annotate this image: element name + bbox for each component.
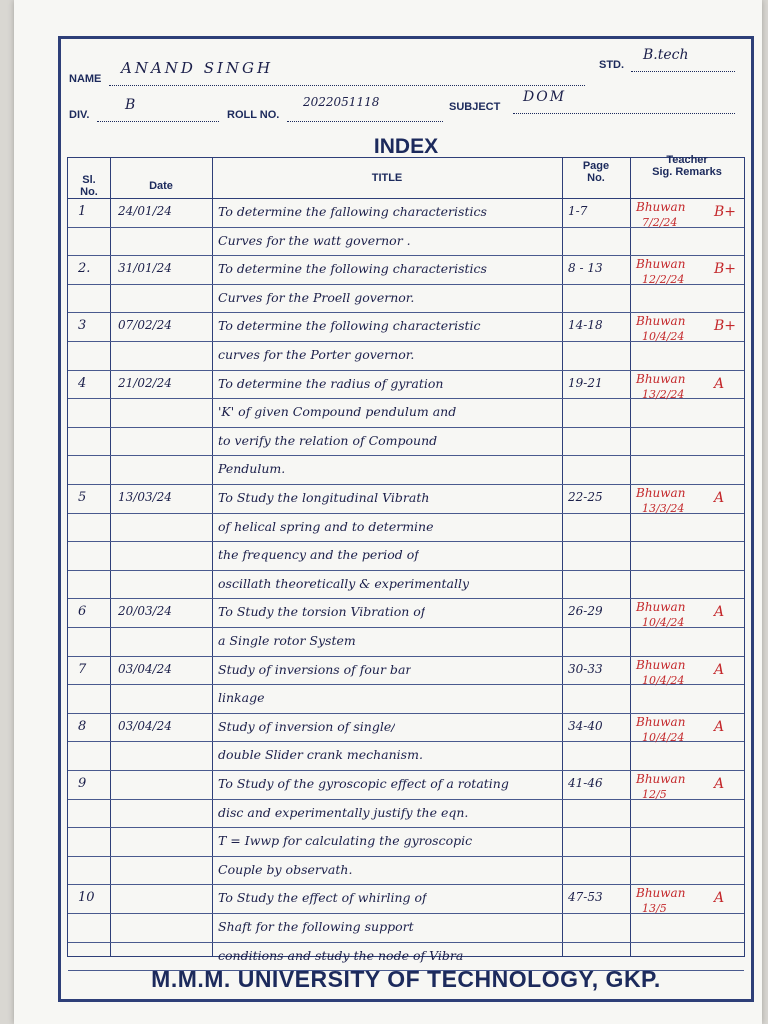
entry-title-line: Couple by observath. [218, 861, 353, 877]
serial-number: 6 [78, 604, 87, 620]
entry-title-line: double Slider crank mechanism. [218, 747, 423, 763]
serial-number: 9 [78, 776, 87, 791]
entry-date: 21/02/24 [118, 375, 172, 390]
entry-date: 03/04/24 [118, 661, 172, 676]
sl-header-line2: No. [80, 186, 98, 198]
entry-title-line: To determine the radius of gyration [218, 375, 444, 391]
entry-title-line: To Study the effect of whirling of [218, 890, 427, 906]
page-header-line1: Page [582, 160, 610, 172]
entry-title-line: 'K' of given Compound pendulum and [218, 404, 457, 420]
signature-date: 12/5 [642, 788, 667, 801]
teacher-signature: Bhuwan [636, 257, 686, 272]
entry-date: 07/02/24 [118, 318, 172, 333]
entry-date: 13/03/24 [118, 490, 172, 504]
grade-remark: B+ [714, 261, 737, 278]
entry-title-line: of helical spring and to determine [218, 518, 434, 534]
table-rule [68, 884, 744, 885]
table-rule [68, 370, 744, 371]
entry-title-line: Shaft for the following support [218, 919, 414, 934]
entry-date: 31/01/24 [118, 261, 172, 276]
teacher-signature: Bhuwan [636, 486, 686, 500]
page-range: 8 - 13 [568, 261, 603, 276]
signature-date: 10/4/24 [642, 616, 685, 630]
entry-title-line: to verify the relation of Compound [218, 432, 438, 448]
teacher-signature: Bhuwan [636, 314, 686, 329]
col-divider [110, 158, 111, 956]
entry-title-line: To Study the longitudinal Vibrath [218, 490, 430, 505]
table-rule [68, 942, 744, 943]
roll-label: ROLL NO. [227, 109, 280, 121]
teacher-signature: Bhuwan [636, 200, 686, 214]
roll-value: 2022051118 [303, 95, 380, 109]
table-rule [68, 541, 744, 542]
entry-date: 03/04/24 [118, 718, 172, 733]
sl-header [68, 174, 110, 198]
page-range: 22-25 [568, 490, 603, 504]
signature-date: 7/2/24 [642, 216, 678, 229]
entry-title-line: T = Iwwp for calculating the gyroscopic [218, 833, 473, 849]
name-value: ANAND SINGH [121, 59, 274, 77]
entry-title-line: Study of inversion of single/ [218, 718, 396, 734]
grade-remark: B+ [714, 318, 737, 335]
signature-date: 10/4/24 [642, 330, 685, 344]
entry-title-line: Study of inversions of four bar [218, 661, 412, 677]
teacher-header-line1: Teacher [666, 154, 708, 166]
page-range: 34-40 [568, 718, 603, 733]
entry-title-line: To Study the torsion Vibration of [218, 604, 426, 620]
teacher-signature: Bhuwan [636, 657, 686, 672]
table-rule [68, 598, 744, 599]
grade-remark: A [714, 375, 725, 392]
table-rule [68, 570, 744, 571]
name-label: NAME [69, 73, 102, 85]
grade-remark: A [714, 661, 725, 678]
entry-title-line: disc and experimentally justify the eqn. [218, 804, 469, 820]
signature-date: 13/2/24 [642, 387, 685, 401]
signature-date: 13/5 [642, 902, 667, 916]
page-frame [58, 36, 754, 1002]
entry-title-line: To determine the following characteristic [218, 318, 481, 334]
page-range: 14-18 [568, 318, 603, 333]
entry-date: 20/03/24 [118, 604, 172, 619]
std-value: B.tech [643, 47, 689, 63]
div-dots [97, 111, 219, 122]
entry-title-line: conditions and study the node of Vibra [218, 947, 464, 963]
entry-title-line: Curves for the Proell governor. [218, 289, 415, 305]
table-rule [68, 455, 744, 456]
table-rule [68, 656, 744, 657]
table-rule [68, 427, 744, 428]
table-rule [68, 770, 744, 771]
title-header: TITLE [371, 172, 403, 184]
serial-number: 1 [78, 204, 87, 219]
col-divider [630, 158, 631, 956]
div-value: B [125, 97, 136, 113]
serial-number: 4 [78, 375, 87, 391]
page-range: 47-53 [568, 890, 603, 905]
teacher-signature: Bhuwan [636, 600, 686, 615]
page-range: 19-21 [568, 375, 603, 390]
serial-number: 5 [78, 490, 87, 505]
teacher-signature: Bhuwan [636, 886, 686, 901]
teacher-signature: Bhuwan [636, 772, 686, 786]
page-header [562, 160, 630, 184]
entry-title-line: a Single rotor System [218, 633, 356, 648]
grade-remark: A [714, 604, 725, 621]
teacher-signature: Bhuwan [636, 714, 686, 729]
table-rule [68, 856, 744, 857]
table-rule [68, 198, 744, 199]
index-title: INDEX [373, 135, 439, 158]
teacher-signature: Bhuwan [636, 371, 686, 386]
serial-number: 8 [78, 718, 87, 734]
grade-remark: A [714, 718, 725, 735]
grade-remark: A [714, 890, 725, 907]
subject-value: DOM [523, 89, 567, 105]
serial-number: 2. [78, 261, 91, 277]
table-rule [68, 484, 744, 485]
entry-title-line: To Study of the gyroscopic effect of a rotating [218, 776, 509, 791]
date-header: Date [149, 180, 173, 192]
grade-remark: B+ [714, 204, 737, 220]
entry-title-line: curves for the Porter governor. [218, 347, 415, 362]
entry-title-line: To determine the following characteristics [218, 261, 487, 277]
page-range: 1-7 [568, 204, 588, 218]
serial-number: 7 [78, 661, 87, 677]
page-range: 26-29 [568, 604, 603, 619]
page-range: 41-46 [568, 776, 603, 790]
entry-title-line: To determine the fallowing characteristics [218, 204, 487, 219]
teacher-header-line2: Sig. Remarks [652, 166, 722, 178]
entry-title-line: Pendulum. [218, 461, 286, 477]
signature-date: 13/3/24 [642, 502, 685, 515]
grade-remark: A [714, 776, 725, 792]
sl-header-line1: Sl. [82, 174, 96, 186]
subject-label: SUBJECT [449, 101, 501, 113]
col-divider [212, 158, 213, 956]
index-table [67, 154, 745, 963]
entry-date: 24/01/24 [118, 204, 172, 218]
table-rule [68, 713, 744, 714]
table-rule [68, 255, 744, 256]
table-rule [68, 312, 744, 313]
entry-title-line: linkage [218, 690, 265, 706]
serial-number: 3 [78, 318, 87, 334]
notebook-page [14, 0, 762, 1024]
serial-number: 10 [78, 890, 95, 906]
university-footer: M.M.M. UNIVERSITY OF TECHNOLOGY, GKP. [151, 966, 661, 992]
grade-remark: A [714, 490, 725, 506]
signature-date: 10/4/24 [642, 730, 685, 744]
page-range: 30-33 [568, 661, 603, 676]
teacher-header [630, 154, 744, 178]
table-rule [68, 827, 744, 828]
div-label: DIV. [69, 109, 90, 121]
std-label: STD. [599, 59, 625, 71]
col-divider [562, 158, 563, 956]
page-header-line2: No. [587, 172, 605, 184]
entry-title-line: Curves for the watt governor . [218, 232, 411, 248]
signature-date: 10/4/24 [642, 673, 685, 687]
entry-title-line: oscillath theoretically & experimentally [218, 575, 470, 591]
signature-date: 12/2/24 [642, 273, 685, 287]
entry-title-line: the frequency and the period of [218, 547, 419, 563]
roll-dots [287, 111, 443, 122]
